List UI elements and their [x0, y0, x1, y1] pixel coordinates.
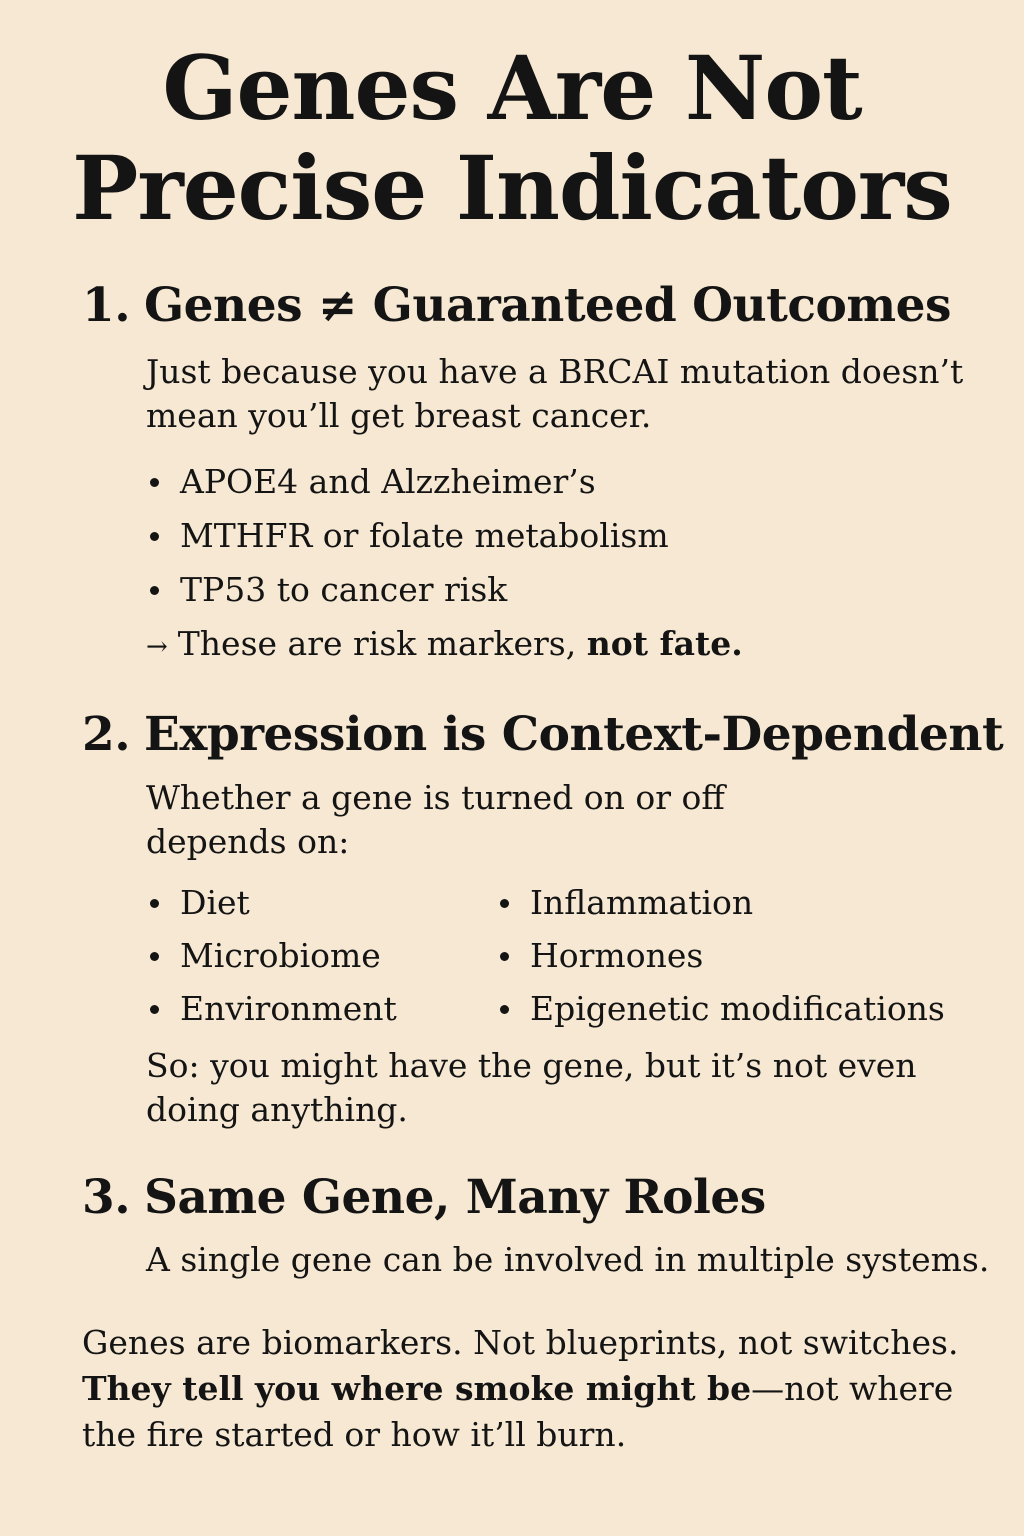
section-2-intro	[146, 776, 725, 864]
section-2-intro-line-1: Whether a gene is turned on or off	[146, 778, 725, 817]
section-1-intro	[146, 350, 963, 438]
section-1-number: 1.	[82, 278, 131, 333]
section-1-intro-line-2: mean you’ll get breast cancer.	[146, 396, 652, 435]
section-3-text	[146, 1238, 989, 1282]
list-item-text: Epigenetic modifications	[530, 989, 945, 1028]
section-3-title: Same Gene, Many Roles	[144, 1170, 766, 1225]
bullet-icon	[150, 532, 159, 541]
list-item-text: TP53 to cancer risk	[180, 570, 508, 609]
page-title-line-1: Genes Are Not	[162, 36, 862, 140]
page-title-line-2: Precise Indicators	[72, 136, 952, 240]
section-2-heading	[82, 707, 1003, 763]
section-1-heading	[82, 278, 951, 334]
section-1-intro-line-1: Just because you have a BRCAI mutation doesn’t	[146, 352, 964, 391]
list-item-text: Environment	[180, 989, 397, 1028]
section-1-conclusion	[146, 622, 743, 669]
closing-statement	[82, 1320, 958, 1458]
section-1-title: Genes ≠ Guaranteed Outcomes	[144, 278, 951, 333]
section-3-heading	[82, 1170, 766, 1226]
list-item	[496, 876, 945, 929]
list-item-text: Microbiome	[180, 936, 381, 975]
bullet-icon	[150, 478, 159, 487]
bullet-icon	[150, 952, 159, 961]
bullet-icon	[150, 1005, 159, 1014]
section-2-title: Expression is Context-Dependent	[144, 707, 1004, 762]
section-3-number: 3.	[82, 1170, 131, 1225]
list-item	[146, 876, 397, 929]
section-2-intro-line-2: depends on:	[146, 822, 350, 861]
list-item	[146, 509, 669, 563]
list-item-text: Hormones	[530, 936, 704, 975]
section-1-conclusion-bold: not fate.	[586, 624, 743, 663]
bullet-icon	[500, 952, 509, 961]
list-item	[146, 563, 669, 617]
list-item-text: MTHFR or folate metabolism	[180, 516, 669, 555]
closing-line-2	[82, 1366, 958, 1412]
closing-line-2-bold: They tell you where smoke might be	[82, 1369, 752, 1408]
section-2-bullet-list-left	[146, 876, 397, 1035]
section-2-bullet-list-right	[496, 876, 945, 1035]
section-1-bullet-list	[146, 455, 669, 617]
section-2-outro	[146, 1044, 917, 1132]
section-3-text-line: A single gene can be involved in multiple systems.	[146, 1240, 990, 1279]
list-item-text: Inflammation	[530, 883, 754, 922]
bullet-icon	[150, 899, 159, 908]
closing-line-2-rest: —not where	[751, 1369, 954, 1408]
page-title	[0, 38, 1024, 238]
bullet-icon	[150, 586, 159, 595]
list-item	[496, 929, 945, 982]
list-item	[496, 982, 945, 1035]
section-2-number: 2.	[82, 707, 131, 762]
list-item-text: Diet	[180, 883, 250, 922]
bullet-icon	[500, 1005, 509, 1014]
list-item-text: APOE4 and Alzzheimer’s	[180, 462, 596, 501]
section-1-conclusion-text: These are risk markers,	[177, 624, 577, 663]
arrow-right-icon: →	[146, 632, 168, 662]
list-item	[146, 982, 397, 1035]
section-2-outro-line-1: So: you might have the gene, but it’s not even	[146, 1046, 917, 1085]
list-item	[146, 455, 669, 509]
closing-line-3: the fire started or how it’ll burn.	[82, 1415, 627, 1454]
bullet-icon	[500, 899, 509, 908]
closing-line-1: Genes are biomarkers. Not blueprints, not switches.	[82, 1323, 959, 1362]
section-2-outro-line-2: doing anything.	[146, 1090, 408, 1129]
list-item	[146, 929, 397, 982]
